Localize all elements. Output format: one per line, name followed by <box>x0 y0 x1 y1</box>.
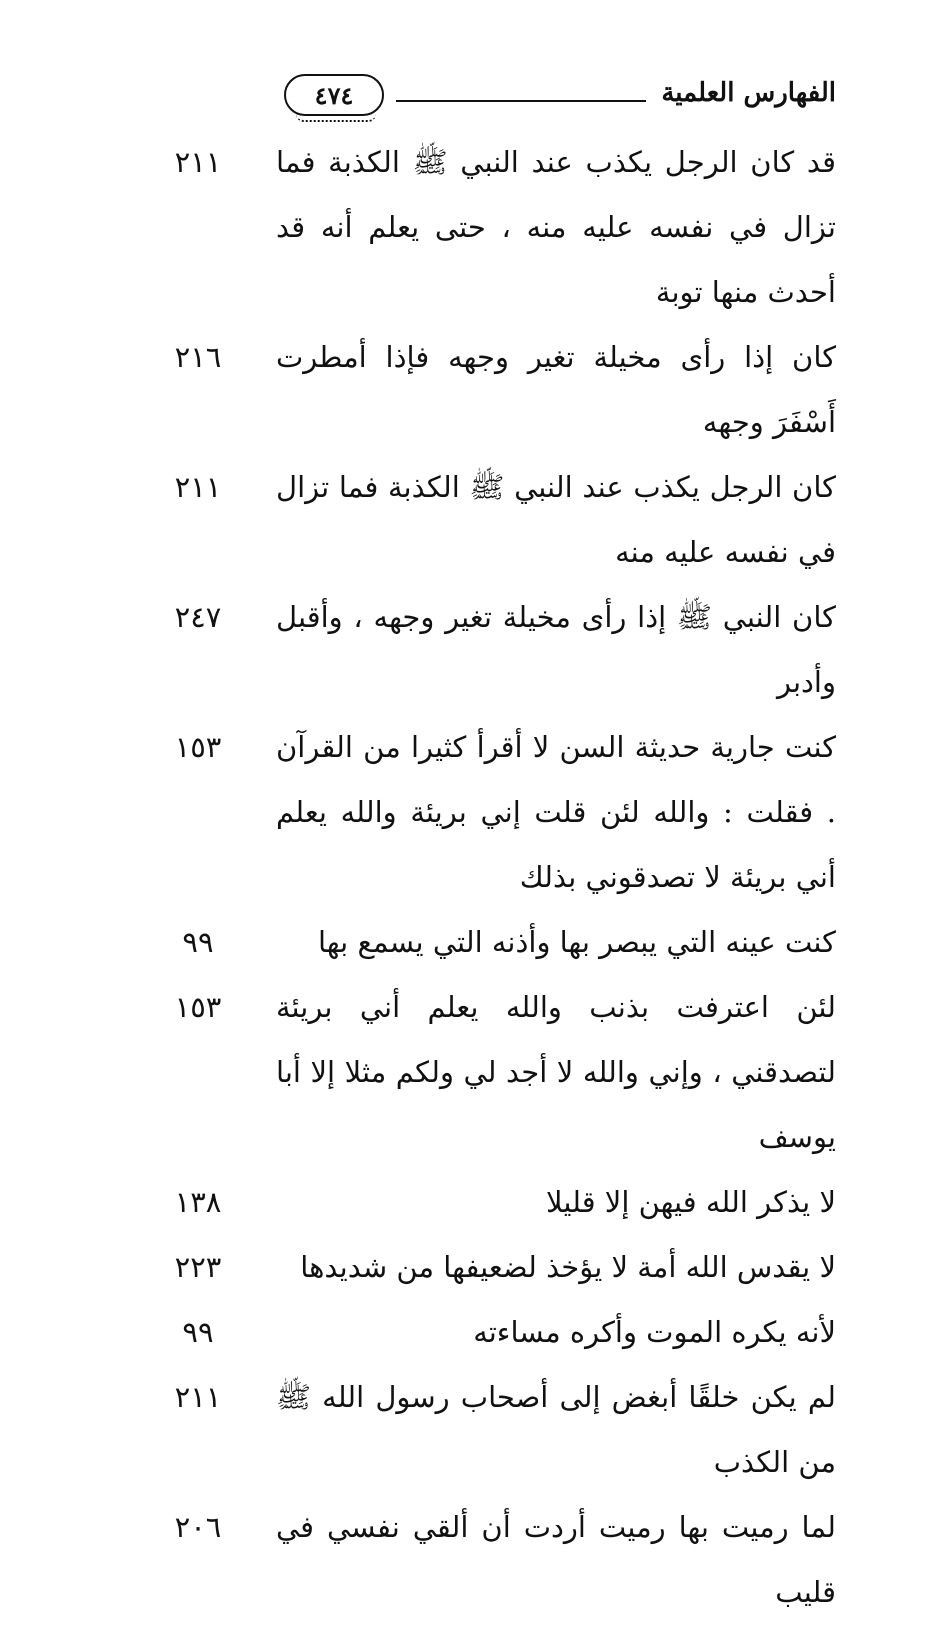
page-number-badge <box>284 74 384 116</box>
entry-text: كان الرجل يكذب عند النبي ﷺ الكذبة فما تزال في نفسه عليه منه <box>276 470 836 569</box>
page-header <box>96 72 836 128</box>
header-rule <box>396 100 646 102</box>
index-entry <box>140 910 836 975</box>
index-entry <box>140 585 836 715</box>
entry-page-number: ١٥٣ <box>174 990 222 1024</box>
entry-text: كنت جارية حديثة السن لا أقرأ كثيرا من القرآن . فقلت : والله لئن قلت إني بريئة والله يعلم أني بريئة لا تصدقوني بذلك <box>276 730 836 894</box>
entry-text: لأنه يكره الموت وأكره مساءته <box>473 1315 836 1349</box>
badge-ornament <box>296 114 376 122</box>
index-entries <box>140 130 836 1625</box>
index-entry <box>140 1495 836 1625</box>
entry-page-number: ٢٤٧ <box>174 600 222 634</box>
index-entry <box>140 130 836 325</box>
entry-text: لا يذكر الله فيهن إلا قليلا <box>546 1185 836 1219</box>
entry-page-number: ٢٢٣ <box>174 1250 222 1284</box>
entry-page-number: ٢١١ <box>174 1380 222 1414</box>
entry-page-number: ٢٠٦ <box>174 1510 222 1544</box>
index-entry <box>140 1170 836 1235</box>
running-title: الفهارس العلمية <box>661 78 836 108</box>
index-entry <box>140 1365 836 1495</box>
entry-page-number: ٢١١ <box>174 470 222 504</box>
page-number: ٤٧٤ <box>314 80 354 110</box>
entry-page-number: ١٥٣ <box>174 730 222 764</box>
entry-text: كنت عينه التي يبصر بها وأذنه التي يسمع بها <box>317 925 836 959</box>
index-entry <box>140 1235 836 1300</box>
entry-page-number: ٩٩ <box>182 1315 214 1349</box>
entry-text: كان إذا رأى مخيلة تغير وجهه فإذا أمطرت أَسْفَرَ وجهه <box>276 340 836 439</box>
index-entry <box>140 975 836 1170</box>
entry-text: لا يقدس الله أمة لا يؤخذ لضعيفها من شديدها <box>300 1250 836 1284</box>
entry-page-number: ٢١١ <box>174 145 222 179</box>
entry-page-number: ٢١٦ <box>174 340 222 374</box>
entry-text: لم يكن خلقًا أبغض إلى أصحاب رسول الله ﷺ من الكذب <box>276 1380 836 1479</box>
entry-text: لما رميت بها رميت أردت أن ألقي نفسي في قليب <box>276 1510 836 1609</box>
index-entry <box>140 455 836 585</box>
entry-page-number: ١٣٨ <box>174 1185 222 1219</box>
index-entry <box>140 1300 836 1365</box>
entry-text: قد كان الرجل يكذب عند النبي ﷺ الكذبة فما تزال في نفسه عليه منه ، حتى يعلم أنه قد أحدث منها توبة <box>276 145 836 309</box>
index-entry <box>140 325 836 455</box>
entry-text: كان النبي ﷺ إذا رأى مخيلة تغير وجهه ، وأقبل وأدبر <box>276 600 836 699</box>
index-entry <box>140 715 836 910</box>
entry-page-number: ٩٩ <box>182 925 214 959</box>
entry-text: لئن اعترفت بذنب والله يعلم أني بريئة لتصدقني ، وإني والله لا أجد لي ولكم مثلا إلا أبا يوسف <box>276 990 836 1154</box>
